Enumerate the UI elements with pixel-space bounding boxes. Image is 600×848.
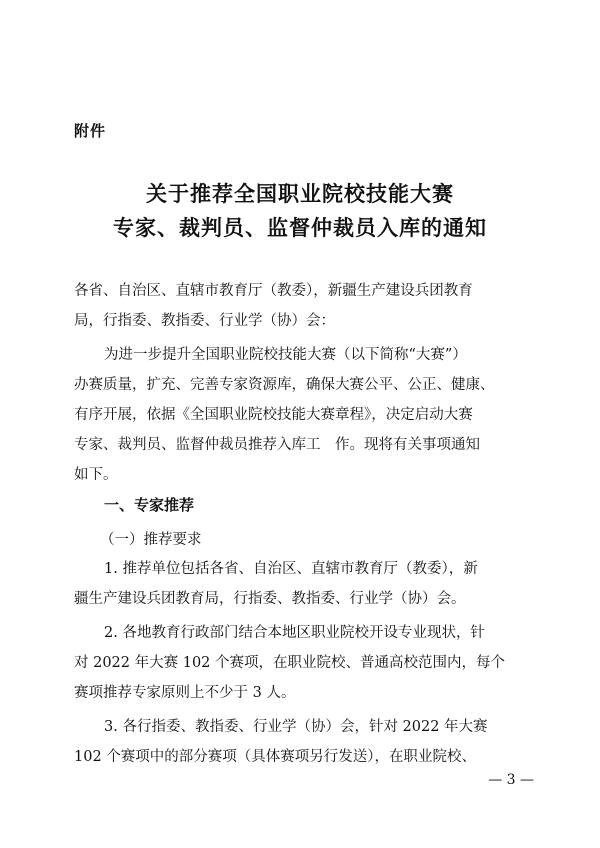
intro-line-1: 为进一步提升全国职业院校技能大赛（以下简称“大赛”） bbox=[104, 347, 467, 363]
intro-line-3: 有序开展，依据《全国职业院校技能大赛章程》，决定启动大赛 bbox=[74, 407, 473, 423]
intro-line-5: 如下。 bbox=[74, 467, 118, 483]
item-1-line-1: 1. 推荐单位包括各省、自治区、直辖市教育厅（教委），新 bbox=[104, 561, 478, 577]
item-2-line-3: 赛项推荐专家原则上不少于 3 人。 bbox=[74, 685, 296, 701]
intro-line-2: 办赛质量，扩充、完善专家资源库，确保大赛公平、公正、健康、 bbox=[74, 377, 495, 393]
salutation-line-2: 局，行指委、教指委、行业学（协）会： bbox=[74, 313, 335, 329]
subsection-heading-requirements: （一）推荐要求 bbox=[100, 532, 202, 548]
section-heading-expert-recommendation: 一、专家推荐 bbox=[104, 496, 195, 514]
document-title-line-1: 关于推荐全国职业院校技能大赛 bbox=[146, 181, 454, 206]
item-3-line-1: 3. 各行指委、教指委、行业学（协）会，针对 2022 年大赛 bbox=[104, 719, 488, 735]
salutation-line-1: 各省、自治区、直辖市教育厅（教委），新疆生产建设兵团教育 bbox=[74, 283, 473, 299]
attachment-label: 附件 bbox=[74, 122, 107, 140]
item-2-line-2: 对 2022 年大赛 102 个赛项，在职业院校、普通高校范围内，每个 bbox=[74, 655, 506, 671]
document-title-line-2: 专家、裁判员、监督仲裁员入库的通知 bbox=[113, 215, 487, 240]
item-2-line-1: 2. 各地教育行政部门结合本地区职业院校开设专业现状，针 bbox=[104, 625, 485, 641]
intro-line-4: 专家、裁判员、监督仲裁员推荐入库工 作。现将有关事项通知 bbox=[74, 437, 480, 453]
page-number: — 3 — bbox=[488, 772, 534, 788]
item-1-line-2: 疆生产建设兵团教育局，行指委、教指委、行业学（协）会。 bbox=[74, 591, 466, 607]
item-3-line-2: 102 个赛项中的部分赛项（具体赛项另行发送），在职业院校、 bbox=[74, 749, 477, 765]
